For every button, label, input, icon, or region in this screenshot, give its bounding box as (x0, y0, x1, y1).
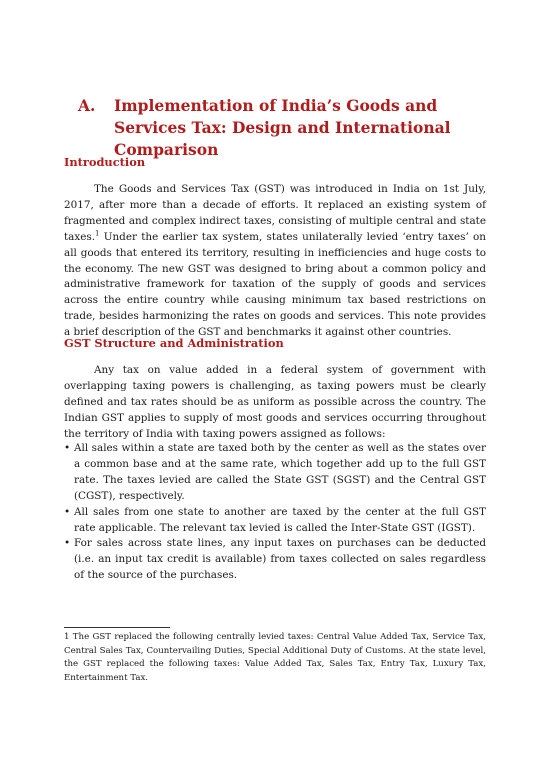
introduction-paragraph (64, 182, 486, 341)
title-section-letter: A. (78, 96, 96, 115)
bullet-marker: • (64, 442, 71, 454)
bullet-marker: • (64, 537, 71, 550)
document-title (78, 95, 498, 161)
footnote-divider (64, 627, 170, 628)
footnote-ref-1: 1 (95, 229, 100, 238)
footnote-number: 1 (64, 632, 70, 642)
intro-text-part-1: The Goods and Services Tax (GST) was introduced in India on 1st July, 2017, after more than a decade of efforts. It replaced an existing system of fragmented and complex indirect taxes, consisting of multiple central and state taxes. (64, 183, 486, 243)
bullet-marker: • (64, 505, 71, 518)
list-item (64, 536, 486, 584)
list-item-text: All sales from one state to another are taxed by the center at the full GST rate applicable. The relevant tax levied is called the Inter-State GST (IGST). (74, 505, 486, 534)
list-item-text: For sales across state lines, any input taxes on purchases can be deducted (i.e. an input tax credit is available) from taxes collected on sales regardless of the source of the purchases. (74, 537, 486, 582)
footnote-text: The GST replaced the following centrally levied taxes: Central Value Added Tax, Service Tax, Central Sales Tax, Countervailing Duties, Special Additional Duty of Customs. At the state level, the GST replaced the following taxes: Value Added Tax, Sales Tax, Entry Tax, Luxury Tax, Entertainment Tax. (64, 632, 486, 683)
structure-heading: GST Structure and Administration (64, 336, 284, 350)
footnote (64, 631, 486, 685)
list-item (64, 505, 486, 537)
introduction-heading: Introduction (64, 155, 146, 169)
structure-paragraph: Any tax on value added in a federal system of government with overlapping taxing powers is challenging, as taxing powers must be clearly defined and tax rates should be as uniform as possible across the country. The Indian GST applies to supply of most goods and services occurring throughout the territory of India with taxing powers assigned as follows: (64, 364, 486, 440)
list-item (64, 441, 486, 505)
list-item-text: All sales within a state are taxed both by the center as well as the states over a common base and at the same rate, which together add up to the full GST rate. The taxes levied are called the State GST (SGST) and the Central GST (CGST), respectively. (74, 442, 486, 502)
taxing-powers-list (64, 441, 486, 584)
intro-text-part-2: Under the earlier tax system, states unilaterally levied ‘entry taxes’ on all goods that entered its territory, resulting in inefficiencies and huge costs to the economy. The new GST was designed to bring about a common policy and administrative framework for taxation of the supply of goods and services across the entire country while causing minimum tax based restrictions on trade, besides harmonizing the rates on goods and services. This note provides a brief description of the GST and benchmarks it against other countries. (64, 230, 486, 339)
title-text: Implementation of India’s Goods and Services Tax: Design and International Comparison (114, 96, 451, 159)
